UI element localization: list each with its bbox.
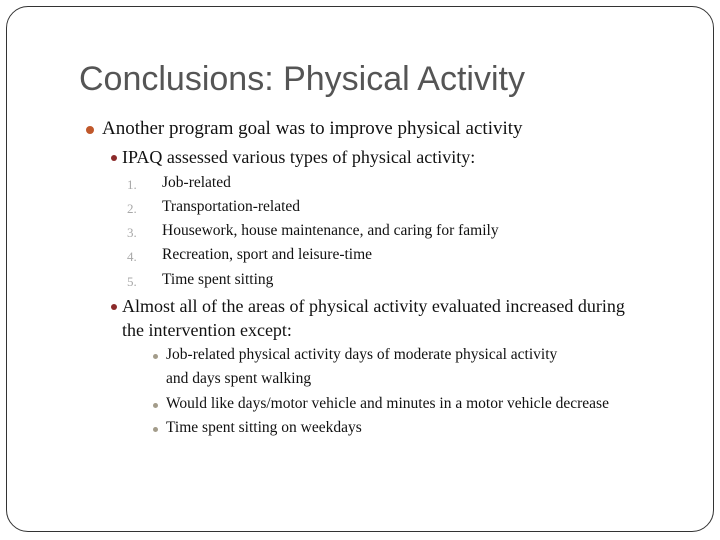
sub-bullet-text: Job-related physical activity days of moderate physical activity	[166, 346, 558, 363]
list-item: Recreation, sport and leisure-time	[162, 246, 373, 263]
list-number: 3.	[127, 225, 137, 240]
bullet-text: the intervention except:	[122, 320, 292, 340]
bullet-icon	[111, 155, 117, 161]
bullet-icon	[153, 354, 158, 359]
list-item: Transportation-related	[162, 198, 301, 215]
sub-bullet-text: Would like days/motor vehicle and minutes in a motor vehicle decrease	[166, 395, 609, 412]
list-item: Job-related	[162, 174, 231, 191]
bullet-text: Another program goal was to improve physical activity	[102, 118, 523, 139]
bullet-icon	[153, 403, 158, 408]
bullet-text: IPAQ assessed various types of physical activity:	[122, 147, 476, 167]
list-number: 1.	[127, 177, 137, 192]
list-number: 2.	[127, 201, 137, 216]
list-item: Time spent sitting	[162, 271, 274, 288]
list-number: 5.	[127, 274, 137, 289]
list-item: Housework, house maintenance, and caring for family	[162, 222, 499, 239]
sub-bullet-text: and days spent walking	[166, 370, 312, 387]
bullet-text: Almost all of the areas of physical activity evaluated increased during	[122, 296, 625, 316]
bullet-icon	[111, 304, 117, 310]
list-number: 4.	[127, 249, 137, 264]
sub-bullet-text: Time spent sitting on weekdays	[166, 419, 362, 436]
bullet-icon	[86, 126, 94, 134]
slide-title: Conclusions: Physical Activity	[79, 60, 525, 98]
bullet-icon	[153, 427, 158, 432]
